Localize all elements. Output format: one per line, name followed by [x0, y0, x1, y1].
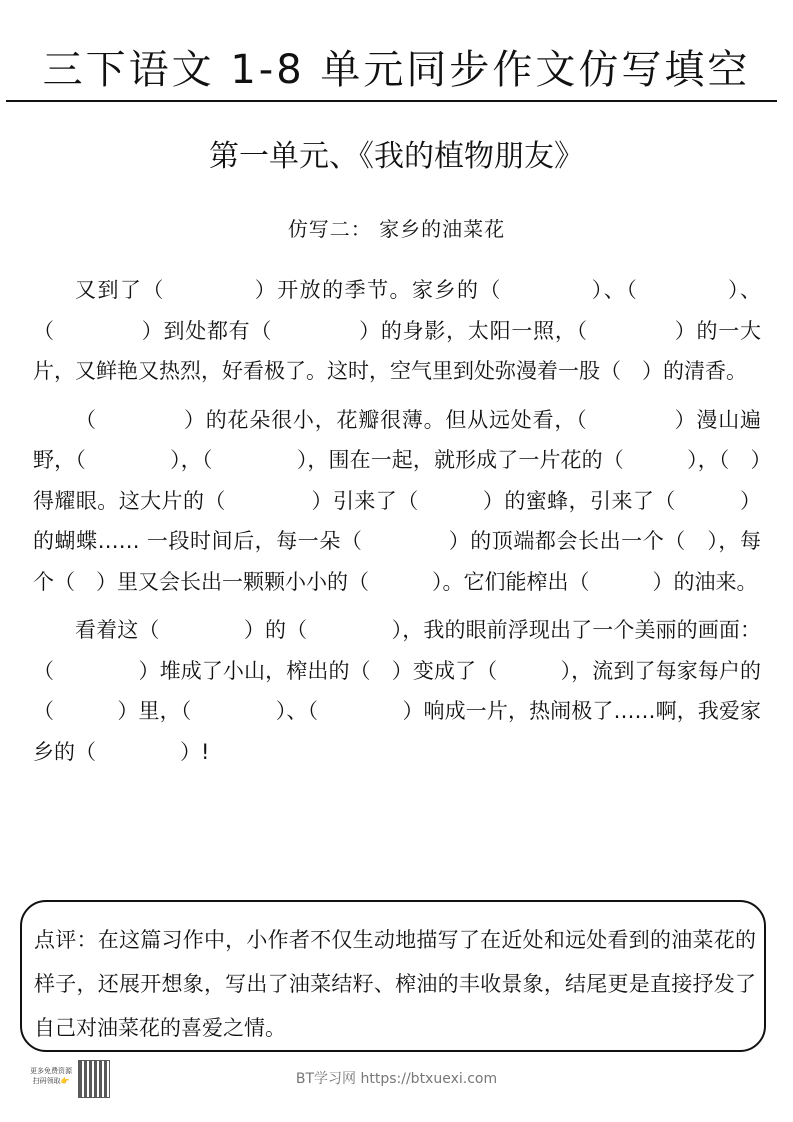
footer-link[interactable]: BT学习网 https://btxuexi.com	[295, 1071, 498, 1087]
paragraph-3: 看着这（ ）的（ ），我的眼前浮现出了一个美丽的画面：（ ）堆成了小山，榨出的（ ）变成了（ ），流到了每家每户的（ ）里，（ ）、（ ）响成一片，热闹极了……啊，我爱家乡的（ ）!	[33, 618, 761, 764]
sub-title: 仿写二： 家乡的油菜花	[287, 217, 506, 241]
title-divider	[6, 100, 777, 102]
qr-caption-line2: 扫码领取👉	[32, 1077, 70, 1085]
main-title: 三下语文 1-8 单元同步作文仿写填空	[42, 47, 751, 93]
paragraph-1: 又到了（ ）开放的季节。家乡的（ ）、（ ）、（ ）到处都有（ ）的身影，太阳一照，（ ）的一大片，又鲜艳又热烈，好看极了。这时，空气里到处弥漫着一股（ ）的清香。	[33, 278, 761, 383]
essay-body	[33, 270, 761, 780]
paragraph-2: （ ）的花朵很小，花瓣很薄。但从远处看，（ ）漫山遍野，（ ），（ ），围在一起，就形成了一片花的（ ），（ ）得耀眼。这大片的（ ）引来了（ ）的蜜蜂，引来了（ ）的蝴蝶…… 一段时间后，每一朵（ ）的顶端都会长出一个（ ），每个（ ）里又会长出一颗颗小小的（ ）。它们能榨出（ ）的油来。	[33, 407, 761, 594]
comment-text: 点评：在这篇习作中，小作者不仅生动地描写了在近处和远处看到的油菜花的样子，还展开想象，写出了油菜结籽、榨油的丰收景象，结尾更是直接抒发了自己对油菜花的喜爱之情。	[34, 928, 756, 1040]
qr-caption-line1: 更多免费资源	[30, 1067, 72, 1075]
unit-title: 第一单元、《我的植物朋友》	[209, 139, 584, 174]
comment-box	[20, 900, 766, 1052]
